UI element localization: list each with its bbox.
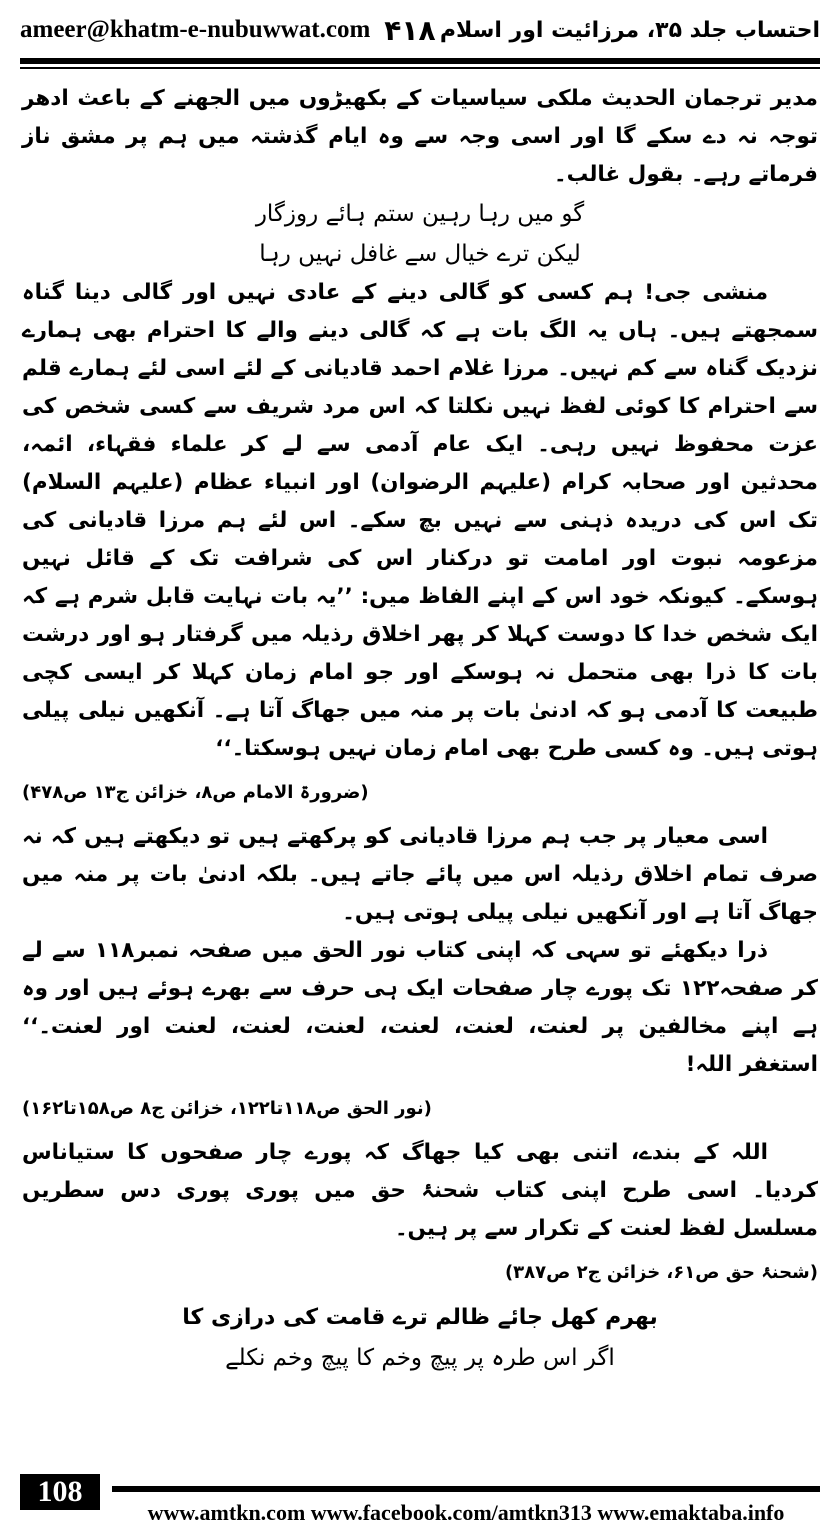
running-title: احتساب جلد ۳۵، مرزائیت اور اسلام xyxy=(439,17,820,43)
verse-2-line-1: بھرم کھل جائے ظالم ترے قامت کی درازی کا xyxy=(182,1305,658,1330)
paragraph-2: منشی جی! ہم کسی کو گالی دینے کے عادی نہیں اور گالی دینا گناہ سمجھتے ہیں۔ ہاں یہ الگ بات ہے کہ گالی دینے والے کا احترام بھی ہمارے نزدیک گناہ سے کم نہیں۔ مرزا غلام احمد قادیانی کے لئے اسی لئے ہمارے قلم سے احترام کا کوئی لفظ نہیں نکلتا کہ اس مرد شریف سے کسی شخص کی عزت محفوظ نہیں رہی۔ ایک عام آدمی سے لے کر علماء فقہاء، ائمہ، محدثین اور صحابہ کرام (علیہم الرضوان) اور انبیاء عظام (علیہم السلام) تک اس کی دریدہ ذہنی سے نہیں بچ سکے۔ اس لئے ہم مرزا قادیانی کی مزعومہ نبوت اور امامت تو درکنار اس کی شرافت تک کے قائل نہیں ہوسکے۔ کیونکہ خود اس کے اپنے الفاظ میں: ’’یہ بات نہایت قابل شرم ہے کہ ایک شخص خدا کا دوست کہلا کر پھر اخلاق رذیلہ میں گرفتار ہو اور درشت بات کا ذرا بھی متحمل نہ ہوسکے اور جو امام زمان کہلا کر ایسی کچی طبیعت کا آدمی ہو کہ ادنیٰ بات پر منہ میں جھاگ آتا ہے۔ آنکھیں نیلی پیلی ہوتی ہیں۔ وہ کسی طرح بھی امام زمان نہیں ہوسکتا۔‘‘ xyxy=(22,280,818,761)
verse-2-line-2: اگر اس طرہ پر پیچ وخم کا پیچ وخم نکلے xyxy=(225,1345,615,1371)
header-rule-thick xyxy=(20,58,820,64)
reference-1: (ضرورۃ الامام ص۸، خزائن ج۱۳ ص۴۷۸) xyxy=(22,782,369,803)
reference-3: (شحنۂ حق ص۶۱، خزائن ج۲ ص۳۸۷) xyxy=(504,1262,818,1283)
reference-2: (نور الحق ص۱۱۸تا۱۲۲، خزائن ج۸ ص۱۵۸تا۱۶۲) xyxy=(22,1098,432,1119)
header-rule-thin xyxy=(20,67,820,69)
verse-1-line-1: گو میں رہا رہین ستم ہائے روزگار xyxy=(255,201,585,227)
page-body xyxy=(22,80,818,1460)
paragraph-1: مدیر ترجمان الحدیث ملکی سیاسیات کے بکھیڑوں میں الجھنے کے باعث ادھر توجہ نہ دے سکے گا اور اسی وجہ سے وہ ایام گذشتہ میں ہم پر مشق ناز فرماتے رہے۔ بقول غالب۔ xyxy=(22,86,818,187)
footer-rule xyxy=(112,1486,820,1492)
paragraph-3: اسی معیار پر جب ہم مرزا قادیانی کو پرکھتے ہیں تو دیکھتے ہیں کہ نہ صرف تمام اخلاق رذیلہ اس میں پائے جاتے ہیں۔ بلکہ ادنیٰ بات پر منہ میں جھاگ آتا ہے اور آنکھیں نیلی پیلی ہوتی ہیں۔ xyxy=(22,824,818,925)
header-page-number: ۴۱۸ xyxy=(384,13,436,47)
header-left xyxy=(20,14,436,47)
footer-page-number: 108 xyxy=(20,1474,100,1510)
verse-1-line-2: لیکن ترے خیال سے غافل نہیں رہا xyxy=(259,241,581,267)
page-header xyxy=(20,8,820,52)
header-email[interactable]: ameer@khatm-e-nubuwwat.com xyxy=(20,16,371,43)
paragraph-5: اللہ کے بندے، اتنی بھی کیا جھاگ کہ پورے چار صفحوں کا ستیاناس کردیا۔ اسی طرح اپنی کتاب شحنۂ حق میں پوری پوری دس سطریں مسلسل لفظ لعنت کے تکرار سے پر ہیں۔ xyxy=(22,1140,818,1241)
page-footer xyxy=(20,1474,820,1530)
footer-urls[interactable]: www.amtkn.com www.facebook.com/amtkn313 www.emaktaba.info xyxy=(147,1500,785,1525)
paragraph-4: ذرا دیکھئے تو سہی کہ اپنی کتاب نور الحق میں صفحہ نمبر۱۱۸ سے لے کر صفحہ۱۲۲ تک پورے چار صفحات ایک ہی حرف سے بھرے ہوئے ہیں اور وہ ہے اپنے مخالفین پر لعنت، لعنت، لعنت، لعنت، لعنت، لعنت اور لعنت۔‘‘ استغفر اللہ! xyxy=(22,938,818,1077)
